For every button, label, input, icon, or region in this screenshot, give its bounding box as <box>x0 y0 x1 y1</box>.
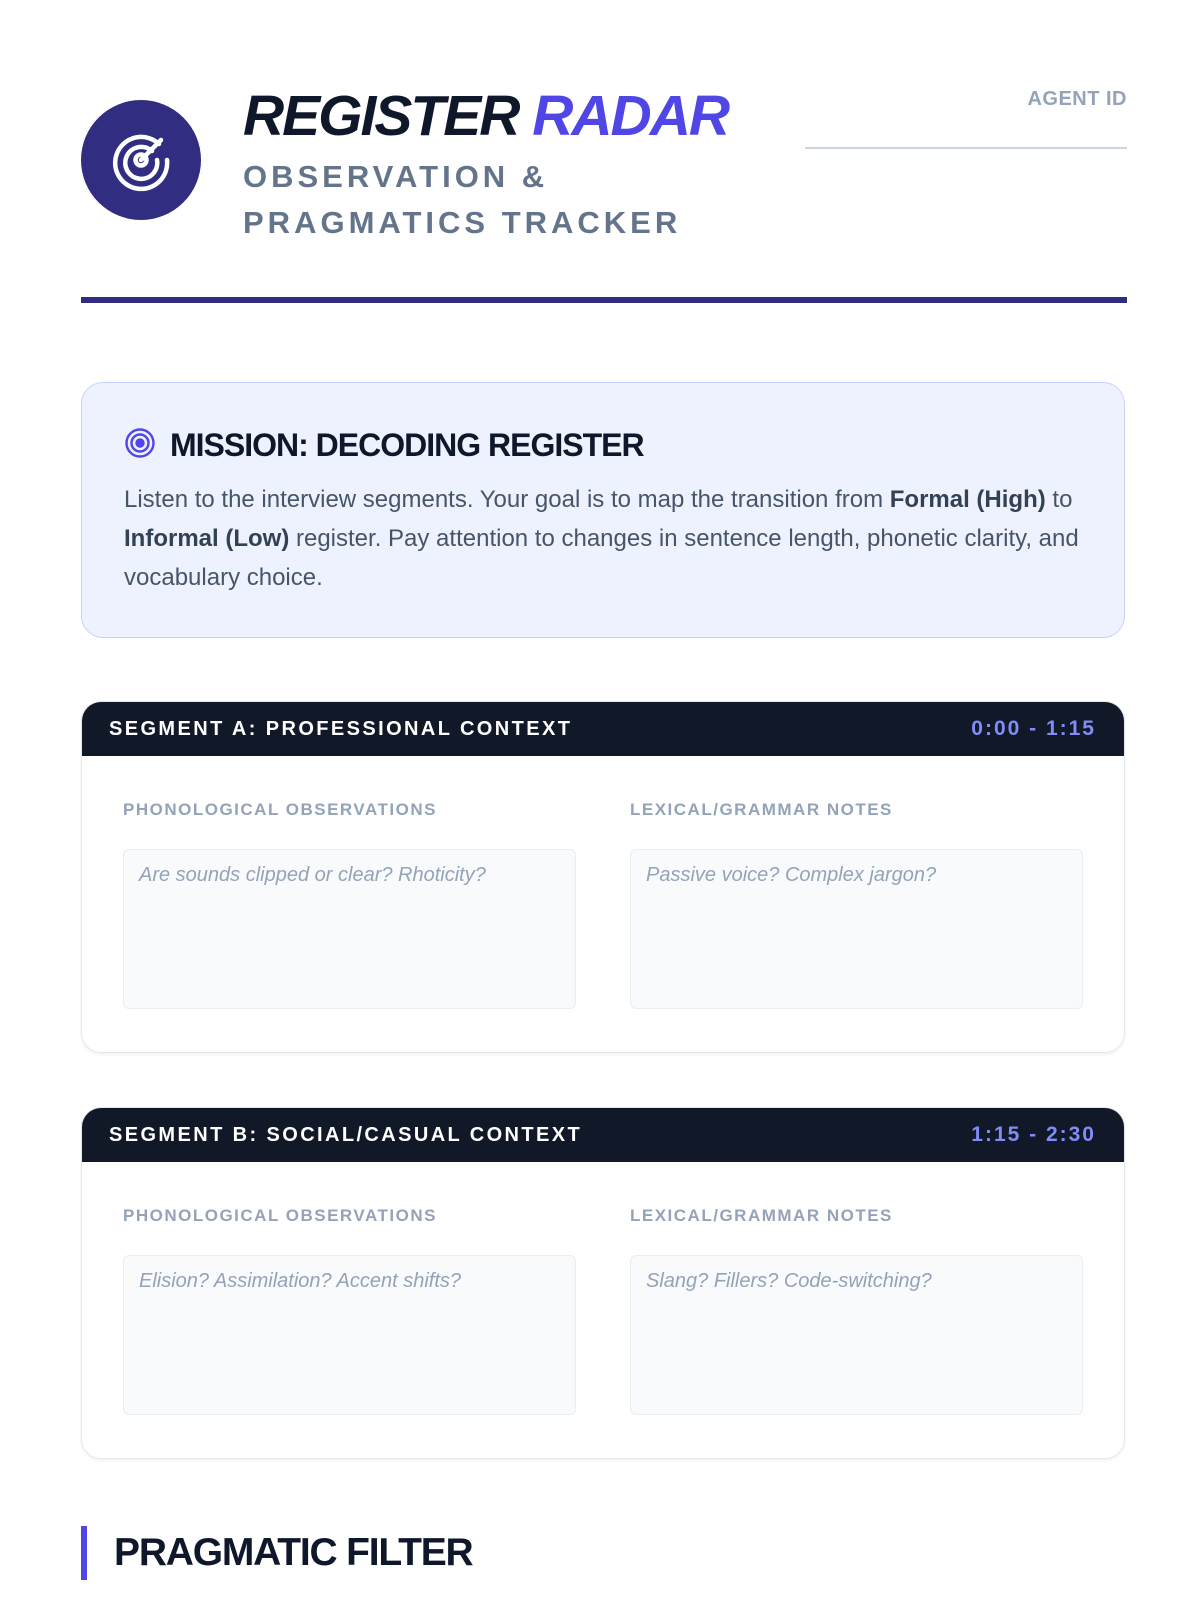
phonological-notes-field[interactable] <box>123 1255 576 1415</box>
mission-text <box>124 480 1082 597</box>
phonological-label: PHONOLOGICAL OBSERVATIONS <box>123 1206 437 1225</box>
segment-b-card <box>81 1107 1125 1459</box>
section-title: PRAGMATIC FILTER <box>114 1531 473 1574</box>
lexical-label: LEXICAL/GRAMMAR NOTES <box>630 1206 893 1225</box>
phonological-column <box>123 800 576 1014</box>
segment-timecode: 1:15 - 2:30 <box>971 1123 1096 1146</box>
lexical-notes-field[interactable] <box>630 849 1083 1009</box>
agent-id-input-line[interactable] <box>805 147 1127 149</box>
phonological-label: PHONOLOGICAL OBSERVATIONS <box>123 800 437 819</box>
title-word-register: REGISTER <box>243 84 519 148</box>
segment-timecode: 0:00 - 1:15 <box>971 717 1096 740</box>
segment-fields <box>82 756 1124 1014</box>
title-word-radar: RADAR <box>532 84 729 148</box>
segment-a-card <box>81 701 1125 1053</box>
lexical-column <box>630 800 1083 1014</box>
agent-id-label: AGENT ID <box>1027 88 1127 110</box>
mission-text-part: Listen to the interview segments. Your goal is to map the transition from <box>124 486 890 513</box>
lexical-notes-field[interactable] <box>630 1255 1083 1415</box>
page-header <box>81 84 1127 303</box>
segment-header <box>82 1108 1124 1162</box>
app-title <box>243 84 843 148</box>
radar-icon <box>81 100 201 220</box>
lexical-column <box>630 1206 1083 1420</box>
mission-title: MISSION: DECODING REGISTER <box>170 427 644 463</box>
mission-text-informal: Informal (Low) <box>124 525 290 552</box>
header-divider <box>81 297 1127 303</box>
agent-id-block <box>805 88 1127 149</box>
mission-text-formal: Formal (High) <box>889 486 1046 513</box>
pragmatic-filter-heading <box>81 1526 472 1580</box>
mission-header <box>124 427 1082 464</box>
segment-title: SEGMENT B: SOCIAL/CASUAL CONTEXT <box>109 1123 583 1146</box>
mission-card <box>81 382 1125 638</box>
lexical-label: LEXICAL/GRAMMAR NOTES <box>630 800 893 819</box>
target-icon <box>124 427 156 464</box>
phonological-column <box>123 1206 576 1420</box>
title-block <box>243 84 843 246</box>
segment-title: SEGMENT A: PROFESSIONAL CONTEXT <box>109 717 573 740</box>
phonological-notes-field[interactable] <box>123 849 576 1009</box>
segment-header <box>82 702 1124 756</box>
app-subtitle: OBSERVATION & PRAGMATICS TRACKER <box>243 159 682 240</box>
mission-text-part: register. Pay attention to changes in sentence length, phonetic clarity, and vocabulary choice. <box>124 525 1079 591</box>
segment-fields <box>82 1162 1124 1420</box>
mission-text-part: to <box>1045 486 1073 513</box>
